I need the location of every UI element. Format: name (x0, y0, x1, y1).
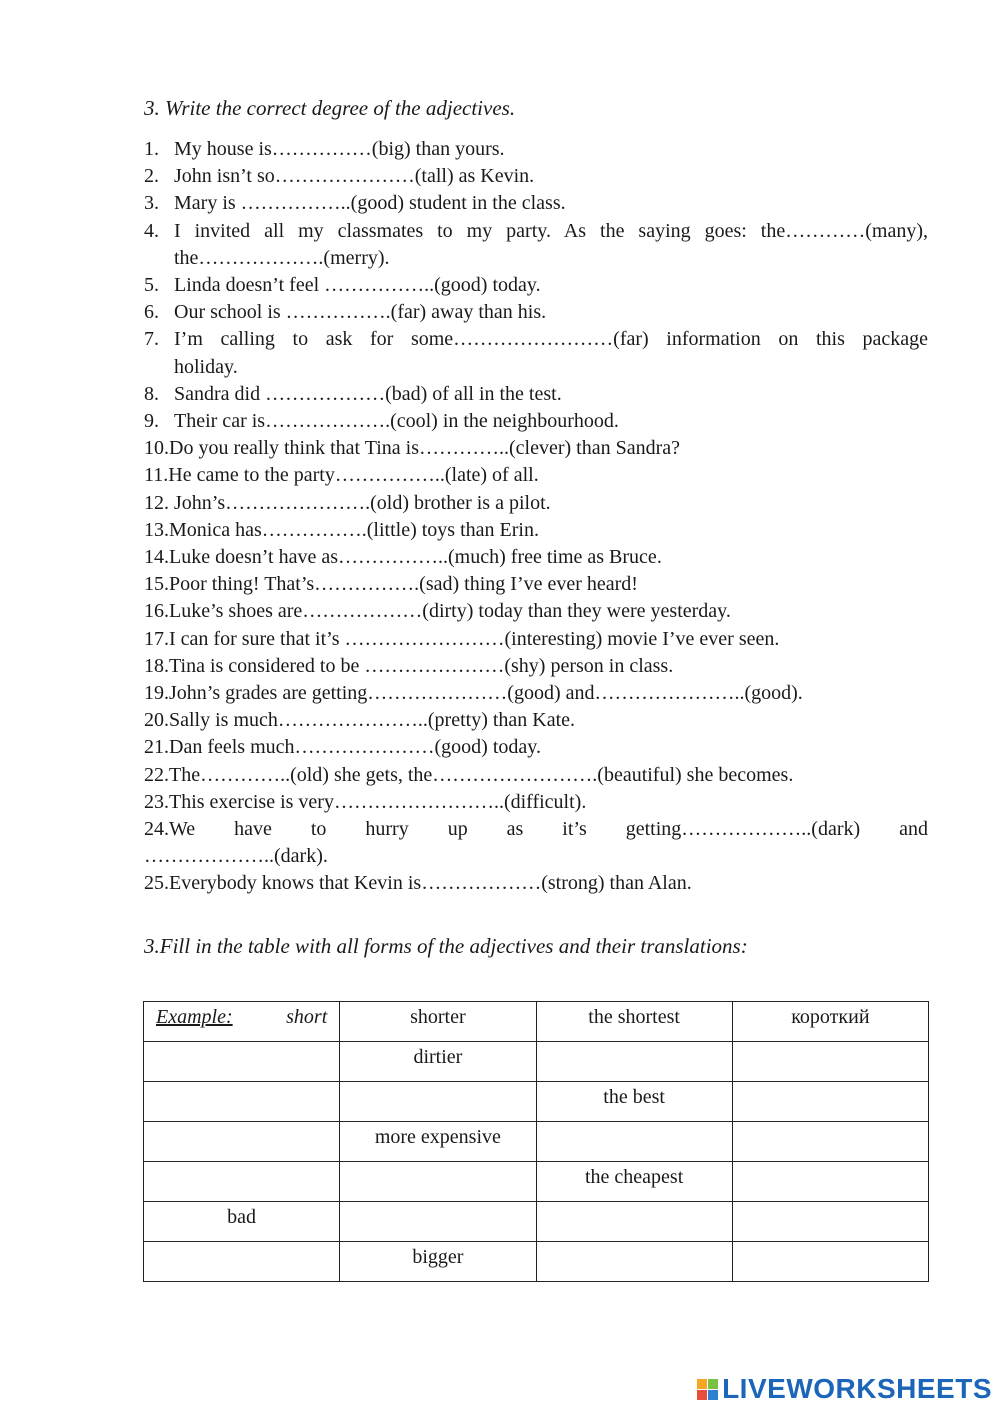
item-text: Sally is much…………………..(pretty) than Kate. (169, 709, 576, 732)
item-text: Sandra did ………………(bad) of all in the test. (174, 382, 562, 405)
item-number: 23. (144, 790, 169, 813)
item-text: Luke doesn’t have as……………..(much) free time as Bruce. (169, 546, 662, 569)
exercise-item (144, 408, 928, 435)
item-number: 20. (144, 709, 169, 732)
item-text: He came to the party……………..(late) of all. (168, 464, 539, 487)
exercise-item (144, 326, 928, 353)
exercise-item (144, 762, 928, 789)
table-cell (732, 1082, 928, 1122)
table-cell (536, 1242, 732, 1282)
exercise-item (144, 517, 928, 544)
table-cell (732, 1122, 928, 1162)
table-cell (144, 1002, 340, 1042)
exercise-1-list (144, 136, 928, 898)
example-label: Example: (156, 1006, 233, 1028)
item-text: Tina is considered to be …………………(shy) person in class. (169, 654, 674, 677)
exercise-1-title: 3. Write the correct degree of the adjectives. (144, 96, 516, 120)
table-cell (144, 1242, 340, 1282)
item-text: John’s grades are getting…………………(good) and…………………..(good). (169, 682, 803, 705)
exercise-item (144, 870, 928, 897)
item-text: I invited all my classmates to my party. As the saying goes: the…………(many), (174, 219, 928, 242)
exercise-item (144, 734, 928, 761)
exercise-item (144, 272, 928, 299)
example-cell (148, 1006, 335, 1029)
exercise-item (144, 490, 928, 517)
table-cell (144, 1082, 340, 1122)
table-cell (144, 1122, 340, 1162)
table-cell: dirtier (340, 1042, 536, 1082)
logo-text: LIVEWORKSHEETS (722, 1373, 992, 1404)
table-row (144, 1242, 929, 1282)
item-text: The…………..(old) she gets, the…………………….(beautiful) she becomes. (169, 763, 794, 786)
item-number: 24. (144, 818, 169, 841)
table-cell: bigger (340, 1242, 536, 1282)
liveworksheets-logo (697, 1373, 992, 1405)
exercise-item (144, 136, 928, 163)
item-number: 25. (144, 872, 169, 895)
item-text: This exercise is very……………………..(difficult). (169, 790, 587, 813)
item-number: 3. (144, 192, 159, 215)
table-cell (732, 1242, 928, 1282)
exercise-item (144, 163, 928, 190)
exercise-item (144, 816, 928, 843)
item-text: Their car is……………….(cool) in the neighbourhood. (174, 410, 619, 433)
item-text: I can for sure that it’s ……………………(interesting) movie I’ve ever seen. (169, 627, 780, 650)
item-number: 13. (144, 518, 169, 541)
logo-squares-icon (697, 1379, 718, 1400)
table-cell (536, 1042, 732, 1082)
item-number: 22. (144, 763, 169, 786)
table-cell (732, 1042, 928, 1082)
exercise-item (144, 544, 928, 571)
table-row (144, 1162, 929, 1202)
exercise-item (144, 707, 928, 734)
item-text: Luke’s shoes are………………(dirty) today than they were yesterday. (169, 600, 731, 623)
item-continuation: ………………..(dark). (144, 845, 328, 868)
item-text: Poor thing! That’s…………….(sad) thing I’ve ever heard! (169, 573, 638, 596)
table-row (144, 1202, 929, 1242)
table-cell: bad (144, 1202, 340, 1242)
item-text: Our school is …………….(far) away than his. (174, 301, 547, 324)
exercise-item (144, 218, 928, 245)
item-number: 19. (144, 682, 169, 705)
table-cell: more expensive (340, 1122, 536, 1162)
item-text: My house is……………(big) than yours. (174, 138, 505, 160)
item-continuation: holiday. (174, 355, 238, 378)
table-cell: короткий (732, 1002, 928, 1042)
item-number: 7. (144, 328, 159, 351)
item-number: 12. (144, 491, 174, 514)
exercise-item (144, 653, 928, 680)
item-number: 2. (144, 165, 159, 188)
item-number: 1. (144, 138, 159, 160)
item-number: 11. (144, 464, 169, 487)
table-row (144, 1002, 929, 1042)
item-continuation: the……………….(merry). (174, 246, 390, 269)
item-text: John isn’t so…………………(tall) as Kevin. (174, 165, 535, 188)
table-cell: shorter (340, 1002, 536, 1042)
exercise-item (144, 626, 928, 653)
table-cell (732, 1162, 928, 1202)
item-number: 10. (144, 437, 169, 460)
item-number: 9. (144, 410, 159, 433)
item-number: 15. (144, 573, 169, 596)
item-text: John’s………………….(old) brother is a pilot. (174, 491, 551, 514)
item-text: Monica has…………….(little) toys than Erin. (169, 518, 539, 541)
exercise-item (144, 680, 928, 707)
exercise-2-title: 3.Fill in the table with all forms of the adjectives and their translations: (144, 934, 748, 958)
item-text: Dan feels much…………………(good) today. (169, 736, 541, 759)
item-number: 8. (144, 382, 159, 405)
table-cell (536, 1122, 732, 1162)
item-number: 14. (144, 546, 169, 569)
item-text: Mary is ……………..(good) student in the class. (174, 192, 566, 215)
table-cell: the cheapest (536, 1162, 732, 1202)
item-text: I’m calling to ask for some……………………(far) information on this package (174, 328, 928, 351)
table-cell (732, 1202, 928, 1242)
item-text: We have to hurry up as it’s getting………………..(dark) and (169, 818, 928, 841)
example-word: short (286, 1006, 328, 1028)
exercise-item (144, 435, 928, 462)
exercise-item (144, 571, 928, 598)
table-cell: the shortest (536, 1002, 732, 1042)
table-cell: the best (536, 1082, 732, 1122)
table-cell (340, 1082, 536, 1122)
item-number: 18. (144, 654, 169, 677)
exercise-item (144, 462, 928, 489)
table-cell (144, 1162, 340, 1202)
table-row (144, 1122, 929, 1162)
item-number: 4. (144, 219, 159, 242)
exercise-item (144, 789, 928, 816)
item-text: Everybody knows that Kevin is………………(strong) than Alan. (169, 872, 692, 895)
item-number: 5. (144, 274, 159, 297)
table-cell (340, 1202, 536, 1242)
item-number: 21. (144, 736, 169, 759)
exercise-item (144, 598, 928, 625)
item-number: 16. (144, 600, 169, 623)
exercise-item (144, 299, 928, 326)
table-row (144, 1082, 929, 1122)
exercise-item (144, 381, 928, 408)
table-cell (144, 1042, 340, 1082)
table-cell (340, 1162, 536, 1202)
table-row (144, 1042, 929, 1082)
exercise-item (144, 190, 928, 217)
item-text: Do you really think that Tina is…………..(clever) than Sandra? (169, 437, 681, 460)
item-text: Linda doesn’t feel ……………..(good) today. (174, 274, 541, 297)
table-cell (536, 1202, 732, 1242)
item-number: 6. (144, 301, 159, 324)
adjective-forms-table (143, 1001, 929, 1282)
item-number: 17. (144, 627, 169, 650)
